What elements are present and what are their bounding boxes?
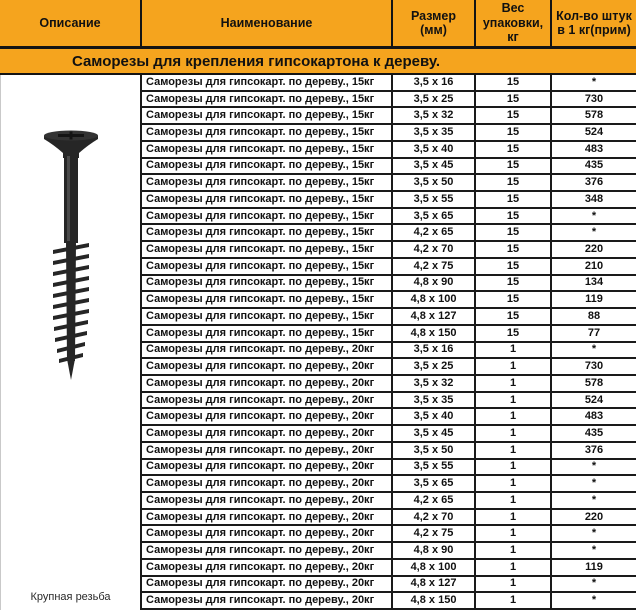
description-cell [0,75,140,610]
size-cell: 3,5 x 55 [391,192,474,207]
column-header-size: Размер (мм) [391,0,474,46]
column-header-description: Описание [39,15,101,30]
name-cell: Саморезы для гипсокарт. по дереву., 20кг [140,526,391,541]
pack-weight-cell: 15 [474,108,550,123]
pack-weight-cell: 15 [474,259,550,274]
size-cell: 4,8 x 90 [391,543,474,558]
pack-weight-cell: 1 [474,393,550,408]
size-cell: 3,5 x 35 [391,393,474,408]
name-cell: Саморезы для гипсокарт. по дереву., 20кг [140,376,391,391]
column-header-qty-per-kg: Кол-во штук в 1 кг(прим) [550,0,636,46]
name-cell: Саморезы для гипсокарт. по дереву., 15кг [140,159,391,174]
table-row [140,75,636,92]
qty-per-kg-cell: * [550,543,636,558]
size-cell: 4,2 x 75 [391,259,474,274]
size-cell: 3,5 x 40 [391,142,474,157]
pack-weight-cell: 1 [474,577,550,592]
qty-per-kg-cell: 483 [550,142,636,157]
name-cell: Саморезы для гипсокарт. по дереву., 15кг [140,209,391,224]
name-cell: Саморезы для гипсокарт. по дереву., 15кг [140,75,391,90]
name-cell: Саморезы для гипсокарт. по дереву., 15кг [140,259,391,274]
size-cell: 3,5 x 50 [391,443,474,458]
size-cell: 4,2 x 75 [391,526,474,541]
table-body [140,75,636,610]
pack-weight-cell: 15 [474,175,550,190]
table-row [140,510,636,527]
name-cell: Саморезы для гипсокарт. по дереву., 20кг [140,510,391,525]
table-content [0,75,636,610]
qty-per-kg-cell: 220 [550,510,636,525]
pack-weight-cell: 15 [474,292,550,307]
table-row [140,125,636,142]
size-cell: 4,8 x 150 [391,326,474,341]
qty-per-kg-cell: * [550,209,636,224]
table-row [140,409,636,426]
qty-per-kg-cell: 376 [550,175,636,190]
name-cell: Саморезы для гипсокарт. по дереву., 20кг [140,577,391,592]
pack-weight-cell: 1 [474,476,550,491]
table-row [140,426,636,443]
name-cell: Саморезы для гипсокарт. по дереву., 20кг [140,443,391,458]
qty-per-kg-cell: * [550,476,636,491]
name-cell: Саморезы для гипсокарт. по дереву., 20кг [140,359,391,374]
screw-image [28,127,114,385]
section-title-bar [0,49,636,75]
table-row [140,175,636,192]
size-cell: 4,8 x 90 [391,276,474,291]
table-row [140,343,636,360]
size-cell: 3,5 x 35 [391,125,474,140]
size-cell: 4,2 x 65 [391,493,474,508]
table-row [140,393,636,410]
pack-weight-cell: 15 [474,125,550,140]
name-cell: Саморезы для гипсокарт. по дереву., 20кг [140,493,391,508]
size-cell: 4,2 x 65 [391,225,474,240]
size-cell: 3,5 x 32 [391,108,474,123]
size-cell: 3,5 x 25 [391,359,474,374]
section-title: Саморезы для крепления гипсокартона к дереву. [71,52,441,70]
table-row [140,593,636,610]
table-row [140,476,636,493]
qty-per-kg-cell: 119 [550,292,636,307]
table-row [140,359,636,376]
name-cell: Саморезы для гипсокарт. по дереву., 15кг [140,292,391,307]
size-cell: 3,5 x 40 [391,409,474,424]
table-row [140,460,636,477]
qty-per-kg-cell: 220 [550,242,636,257]
name-cell: Саморезы для гипсокарт. по дереву., 20кг [140,426,391,441]
table-row [140,92,636,109]
size-cell: 3,5 x 25 [391,92,474,107]
table-row [140,292,636,309]
qty-per-kg-cell: * [550,577,636,592]
qty-per-kg-cell: * [550,493,636,508]
table-row [140,108,636,125]
qty-per-kg-cell: 77 [550,326,636,341]
pack-weight-cell: 1 [474,510,550,525]
qty-per-kg-cell: 730 [550,359,636,374]
qty-per-kg-cell: * [550,593,636,608]
table-row [140,225,636,242]
qty-per-kg-cell: 524 [550,393,636,408]
name-cell: Саморезы для гипсокарт. по дереву., 15кг [140,92,391,107]
pack-weight-cell: 1 [474,343,550,358]
name-cell: Саморезы для гипсокарт. по дереву., 20кг [140,343,391,358]
pack-weight-cell: 1 [474,443,550,458]
size-cell: 3,5 x 65 [391,209,474,224]
qty-per-kg-cell: * [550,460,636,475]
size-cell: 4,8 x 100 [391,292,474,307]
size-cell: 4,8 x 150 [391,593,474,608]
qty-per-kg-cell: * [550,526,636,541]
pack-weight-cell: 15 [474,192,550,207]
pack-weight-cell: 15 [474,276,550,291]
pack-weight-cell: 15 [474,309,550,324]
size-cell: 3,5 x 55 [391,460,474,475]
pack-weight-cell: 1 [474,526,550,541]
qty-per-kg-cell: 134 [550,276,636,291]
qty-per-kg-cell: 435 [550,159,636,174]
table-row [140,543,636,560]
name-cell: Саморезы для гипсокарт. по дереву., 15кг [140,142,391,157]
qty-per-kg-cell: 119 [550,560,636,575]
pack-weight-cell: 15 [474,142,550,157]
size-cell: 4,8 x 127 [391,309,474,324]
name-cell: Саморезы для гипсокарт. по дереву., 20кг [140,460,391,475]
qty-per-kg-cell: * [550,225,636,240]
size-cell: 3,5 x 50 [391,175,474,190]
name-cell: Саморезы для гипсокарт. по дереву., 20кг [140,393,391,408]
qty-per-kg-cell: 578 [550,376,636,391]
size-cell: 3,5 x 45 [391,159,474,174]
thread-type-caption: Крупная резьба [30,591,111,603]
pack-weight-cell: 15 [474,159,550,174]
qty-per-kg-cell: 435 [550,426,636,441]
size-cell: 4,8 x 127 [391,577,474,592]
pack-weight-cell: 1 [474,359,550,374]
size-cell: 3,5 x 32 [391,376,474,391]
table-row [140,142,636,159]
name-cell: Саморезы для гипсокарт. по дереву., 15кг [140,175,391,190]
name-cell: Саморезы для гипсокарт. по дереву., 20кг [140,593,391,608]
table-row [140,526,636,543]
name-cell: Саморезы для гипсокарт. по дереву., 20кг [140,543,391,558]
size-cell: 3,5 x 16 [391,343,474,358]
name-cell: Саморезы для гипсокарт. по дереву., 15кг [140,108,391,123]
table-row [140,192,636,209]
size-cell: 4,2 x 70 [391,510,474,525]
pack-weight-cell: 15 [474,326,550,341]
pack-weight-cell: 1 [474,543,550,558]
table-row [140,326,636,343]
qty-per-kg-cell: 483 [550,409,636,424]
table-row [140,493,636,510]
name-cell: Саморезы для гипсокарт. по дереву., 15кг [140,242,391,257]
pack-weight-cell: 15 [474,75,550,90]
name-cell: Саморезы для гипсокарт. по дереву., 15кг [140,326,391,341]
qty-per-kg-cell: 578 [550,108,636,123]
qty-per-kg-cell: 348 [550,192,636,207]
size-cell: 3,5 x 65 [391,476,474,491]
name-cell: Саморезы для гипсокарт. по дереву., 15кг [140,192,391,207]
table-row [140,259,636,276]
pack-weight-cell: 15 [474,92,550,107]
size-cell: 3,5 x 45 [391,426,474,441]
table-row [140,276,636,293]
pack-weight-cell: 1 [474,560,550,575]
pack-weight-cell: 1 [474,493,550,508]
table-row [140,242,636,259]
qty-per-kg-cell: 376 [550,443,636,458]
qty-per-kg-cell: 210 [550,259,636,274]
table-row [140,376,636,393]
name-cell: Саморезы для гипсокарт. по дереву., 15кг [140,225,391,240]
pack-weight-cell: 1 [474,409,550,424]
name-cell: Саморезы для гипсокарт. по дереву., 15кг [140,276,391,291]
name-cell: Саморезы для гипсокарт. по дереву., 15кг [140,125,391,140]
size-cell: 3,5 x 16 [391,75,474,90]
qty-per-kg-cell: 730 [550,92,636,107]
column-header-pack-weight: Вес упаковки, кг [474,0,550,46]
qty-per-kg-cell: * [550,75,636,90]
size-cell: 4,8 x 100 [391,560,474,575]
pack-weight-cell: 1 [474,376,550,391]
size-cell: 4,2 x 70 [391,242,474,257]
pack-weight-cell: 1 [474,426,550,441]
qty-per-kg-cell: * [550,343,636,358]
name-cell: Саморезы для гипсокарт. по дереву., 20кг [140,476,391,491]
pack-weight-cell: 1 [474,460,550,475]
column-header-name: Наименование [140,0,391,46]
table-row [140,577,636,594]
name-cell: Саморезы для гипсокарт. по дереву., 20кг [140,560,391,575]
table-row [140,443,636,460]
name-cell: Саморезы для гипсокарт. по дереву., 15кг [140,309,391,324]
table-row [140,209,636,226]
qty-per-kg-cell: 88 [550,309,636,324]
pack-weight-cell: 15 [474,242,550,257]
header-row [0,0,636,49]
name-cell: Саморезы для гипсокарт. по дереву., 20кг [140,409,391,424]
table-row [140,560,636,577]
table-row [140,159,636,176]
qty-per-kg-cell: 524 [550,125,636,140]
pack-weight-cell: 15 [474,225,550,240]
table-row [140,309,636,326]
pack-weight-cell: 1 [474,593,550,608]
pack-weight-cell: 15 [474,209,550,224]
